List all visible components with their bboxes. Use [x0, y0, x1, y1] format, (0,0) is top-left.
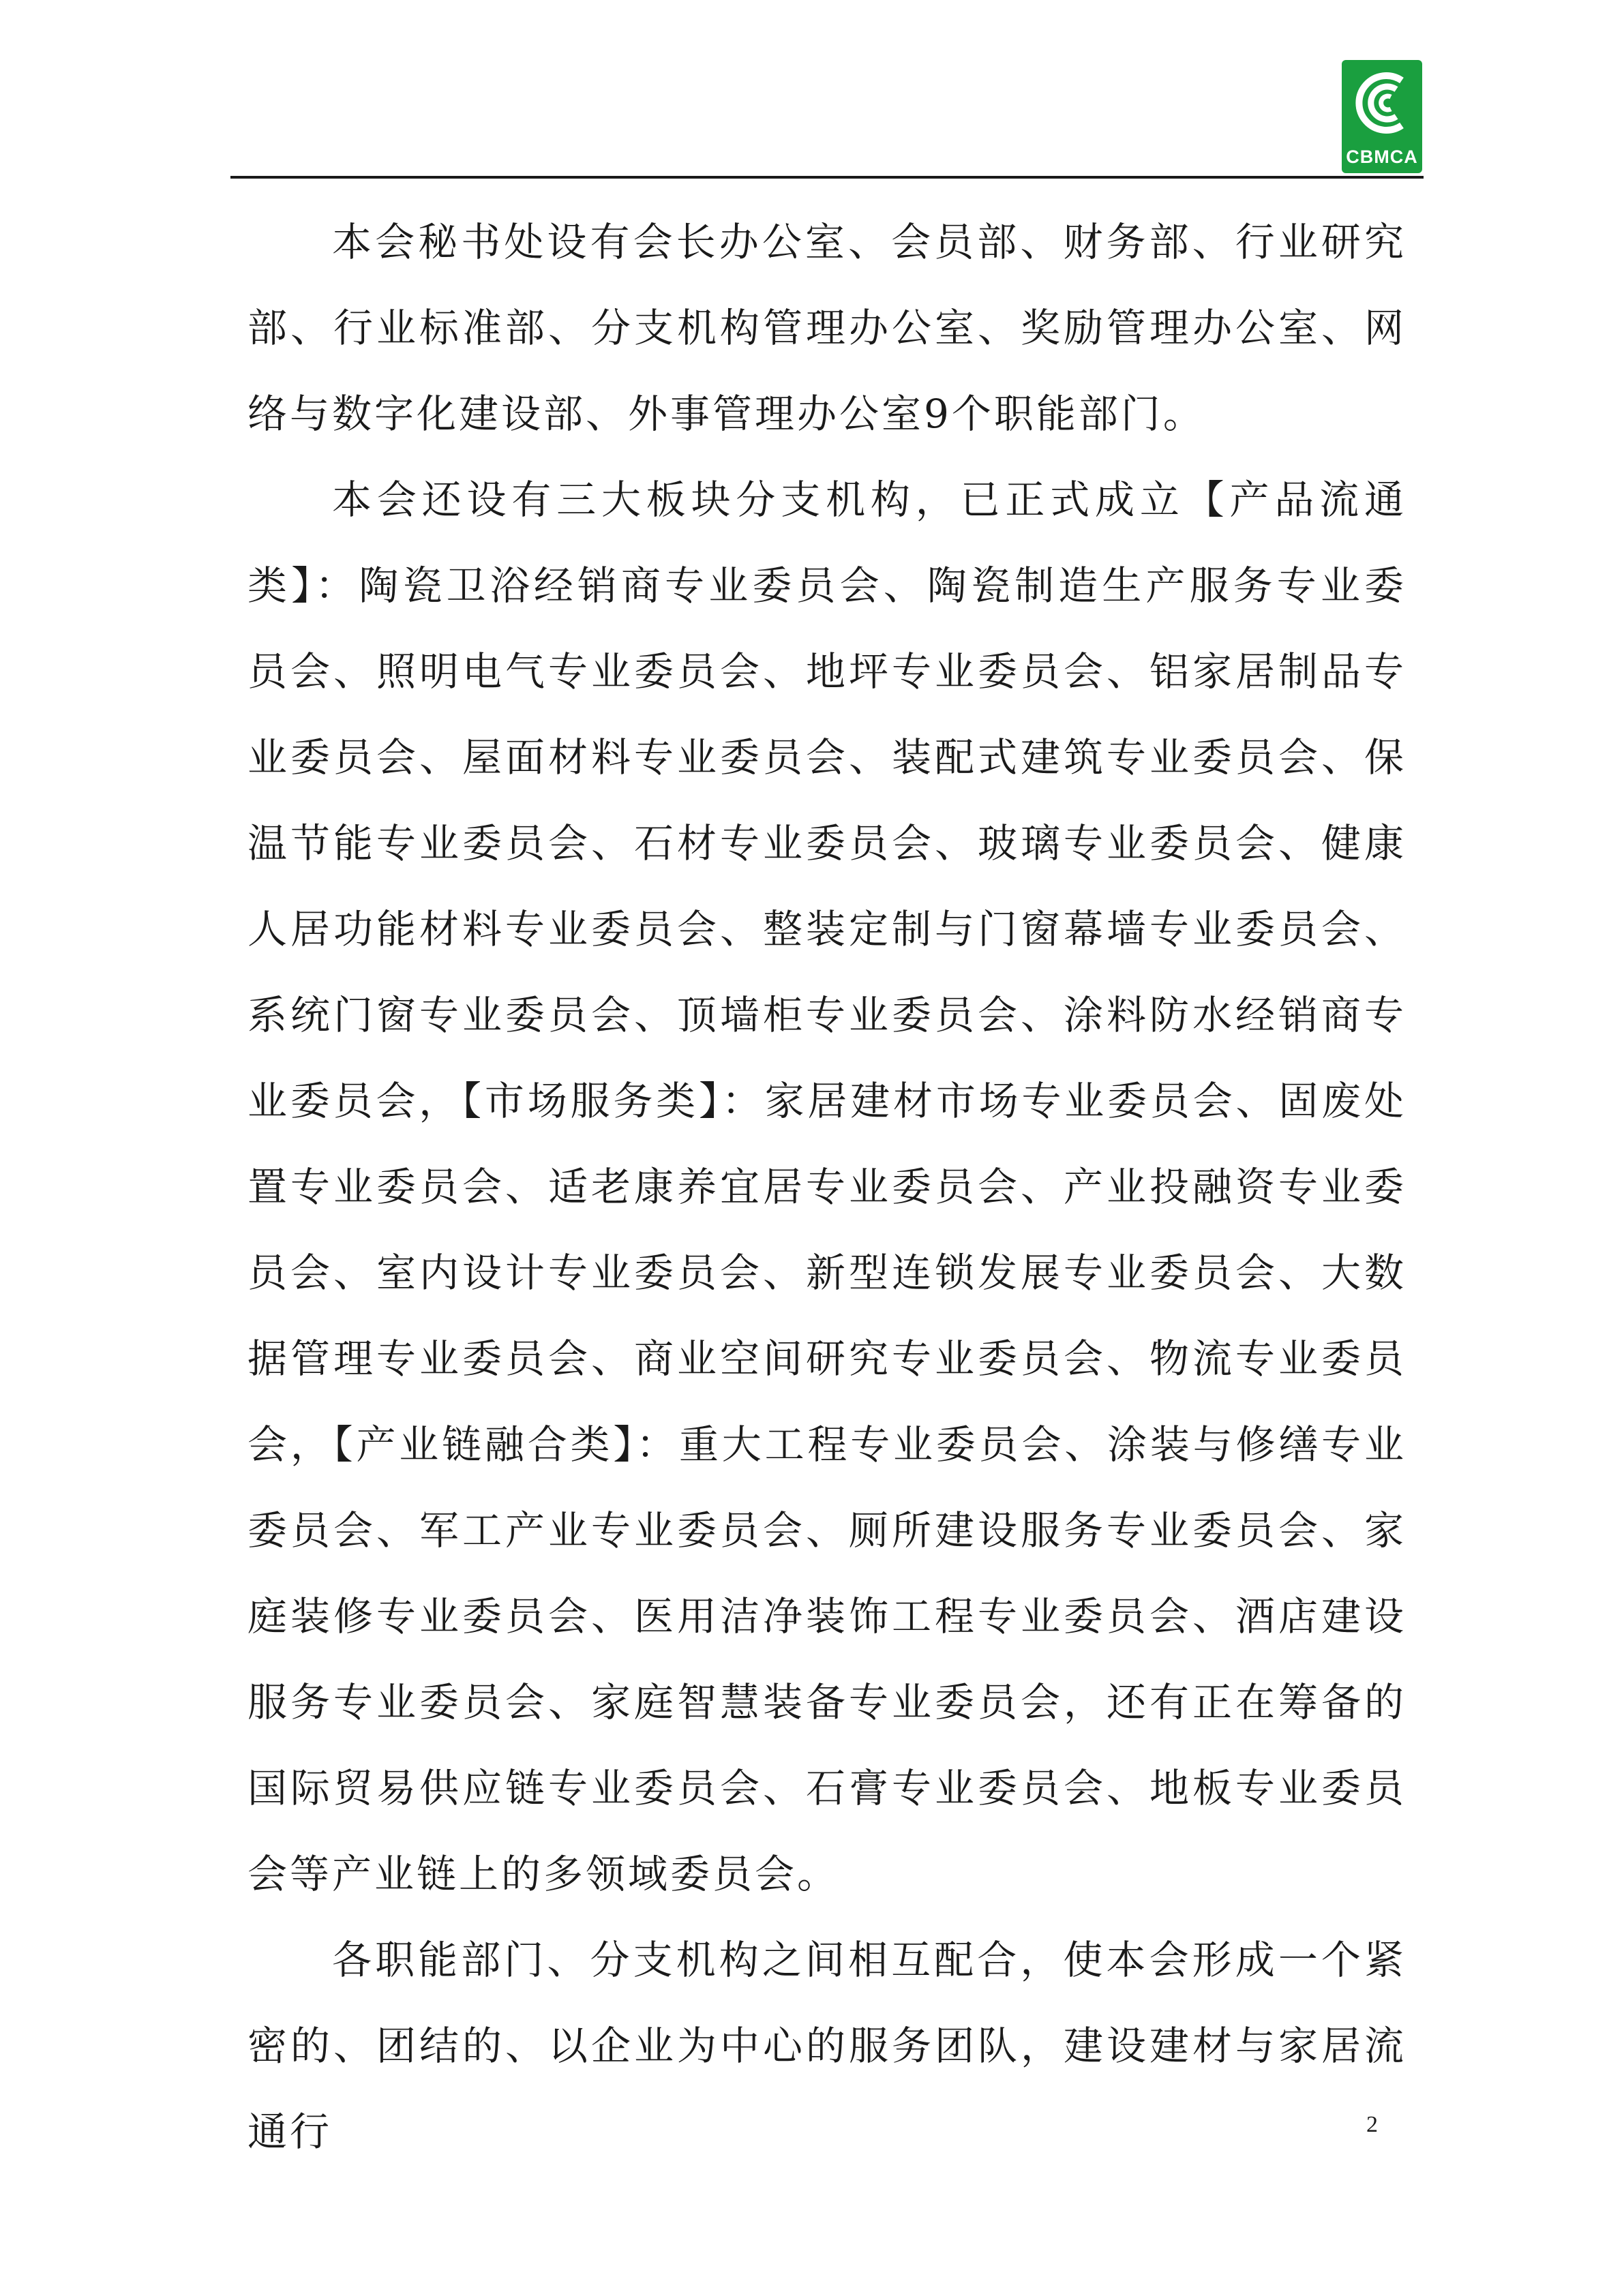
logo-text: CBMCA — [1346, 147, 1418, 167]
header-divider — [230, 176, 1424, 179]
cbmca-logo — [1342, 60, 1422, 173]
cbmca-c-icon — [1342, 60, 1422, 146]
page-number: 2 — [1366, 2112, 1378, 2137]
paragraph: 本会秘书处设有会长办公室、会员部、财务部、行业研究部、行业标准部、分支机构管理办公室、奖励管理办公室、网络与数字化建设部、外事管理办公室9个职能部门。 — [247, 219, 1407, 437]
paragraph: 本会还设有三大板块分支机构，已正式成立【产品流通类】：陶瓷卫浴经销商专业委员会、陶瓷制造生产服务专业委员会、照明电气专业委员会、地坪专业委员会、铝家居制品专业委员会、屋面材料专业委员会、装配式建筑专业委员会、保温节能专业委员会、石材专业委员会、玻璃专业委员会、健康人居功能材料专业委员会、整装定制与门窗幕墙专业委员会、系统门窗专业委员会、顶墙柜专业委员会、涂料防水经销商专业委员会，【市场服务类】：家居建材市场专业委员会、固废处置专业委员会、适老康养宜居专业委员会、产业投融资专业委员会、室内设计专业委员会、新型连锁发展专业委员会、大数据管理专业委员会、商业空间研究专业委员会、物流专业委员会，【产业链融合类】：重大工程专业委员会、涂装与修缮专业委员会、军工产业专业委员会、厕所建设服务专业委员会、家庭装修专业委员会、医用洁净装饰工程专业委员会、酒店建设服务专业委员会、家庭智慧装备专业委员会，还有正在筹备的国际贸易供应链专业委员会、石膏专业委员会、地板专业委员会等产业链上的多领域委员会。 — [247, 477, 1407, 1897]
document-body — [247, 199, 1407, 2175]
paragraph: 各职能部门、分支机构之间相互配合，使本会形成一个紧密的、团结的、以企业为中心的服务团队，建设建材与家居流通行 — [247, 1937, 1407, 2155]
